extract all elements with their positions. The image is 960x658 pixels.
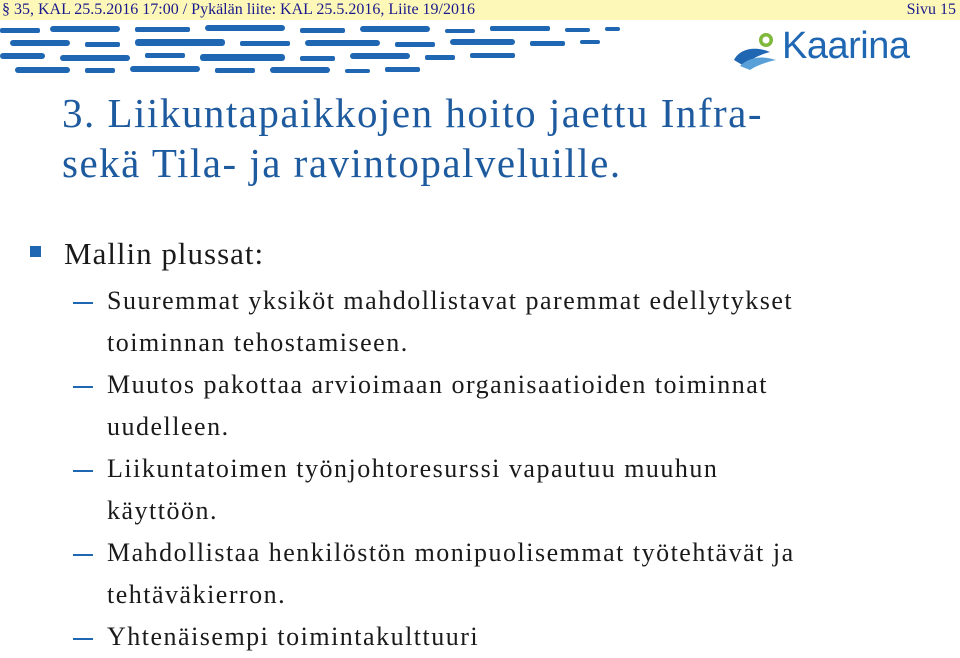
title-line-1: 3. Liikuntapaikkojen hoito jaettu Infra- — [62, 90, 764, 136]
list-item-line-1: Yhtenäisempi toimintakulttuuri — [107, 622, 480, 651]
list-item-line-1: Mahdollistaa henkilöstön monipuolisemmat työtehtävät ja — [107, 538, 795, 567]
logo-wordmark: Kaarina — [782, 25, 910, 67]
dash-bullet-icon — [73, 638, 93, 640]
page-number: Sivu 15 — [906, 1, 956, 18]
list-item — [107, 616, 947, 658]
dash-bullet-icon — [73, 554, 93, 556]
list-item-line-2: uudelleen. — [107, 412, 230, 441]
list-item-line-1: Muutos pakottaa arvioimaan organisaatioiden toiminnat — [107, 370, 768, 399]
page-header-bar — [0, 0, 960, 20]
list-item — [107, 448, 947, 532]
square-bullet-icon — [30, 246, 41, 257]
list-item-line-2: tehtäväkierron. — [107, 580, 287, 609]
header-reference-text: § 35, KAL 25.5.2016 17:00 / Pykälän liite: KAL 25.5.2016, Liite 19/2016 — [2, 1, 475, 18]
list-item-line-2: käyttöön. — [107, 496, 218, 525]
list-item — [107, 364, 947, 448]
list-item — [107, 532, 947, 616]
dash-bullet-icon — [73, 386, 93, 388]
list-item-line-1: Liikuntatoimen työnjohtoresurssi vapautuu muuhun — [107, 454, 719, 483]
decorative-wave-dashes — [0, 20, 700, 80]
dash-bullet-icon — [73, 470, 93, 472]
section-heading: Mallin plussat: — [64, 236, 265, 271]
list-item — [107, 280, 947, 364]
title-line-2: sekä Tila- ja ravintopalveluille. — [62, 140, 622, 186]
list-item-line-1: Suuremmat yksiköt mahdollistavat paremmat edellytykset — [107, 286, 794, 315]
slide-title — [62, 88, 922, 188]
dash-bullet-icon — [73, 302, 93, 304]
list-item-line-2: toiminnan tehostamiseen. — [107, 328, 409, 357]
